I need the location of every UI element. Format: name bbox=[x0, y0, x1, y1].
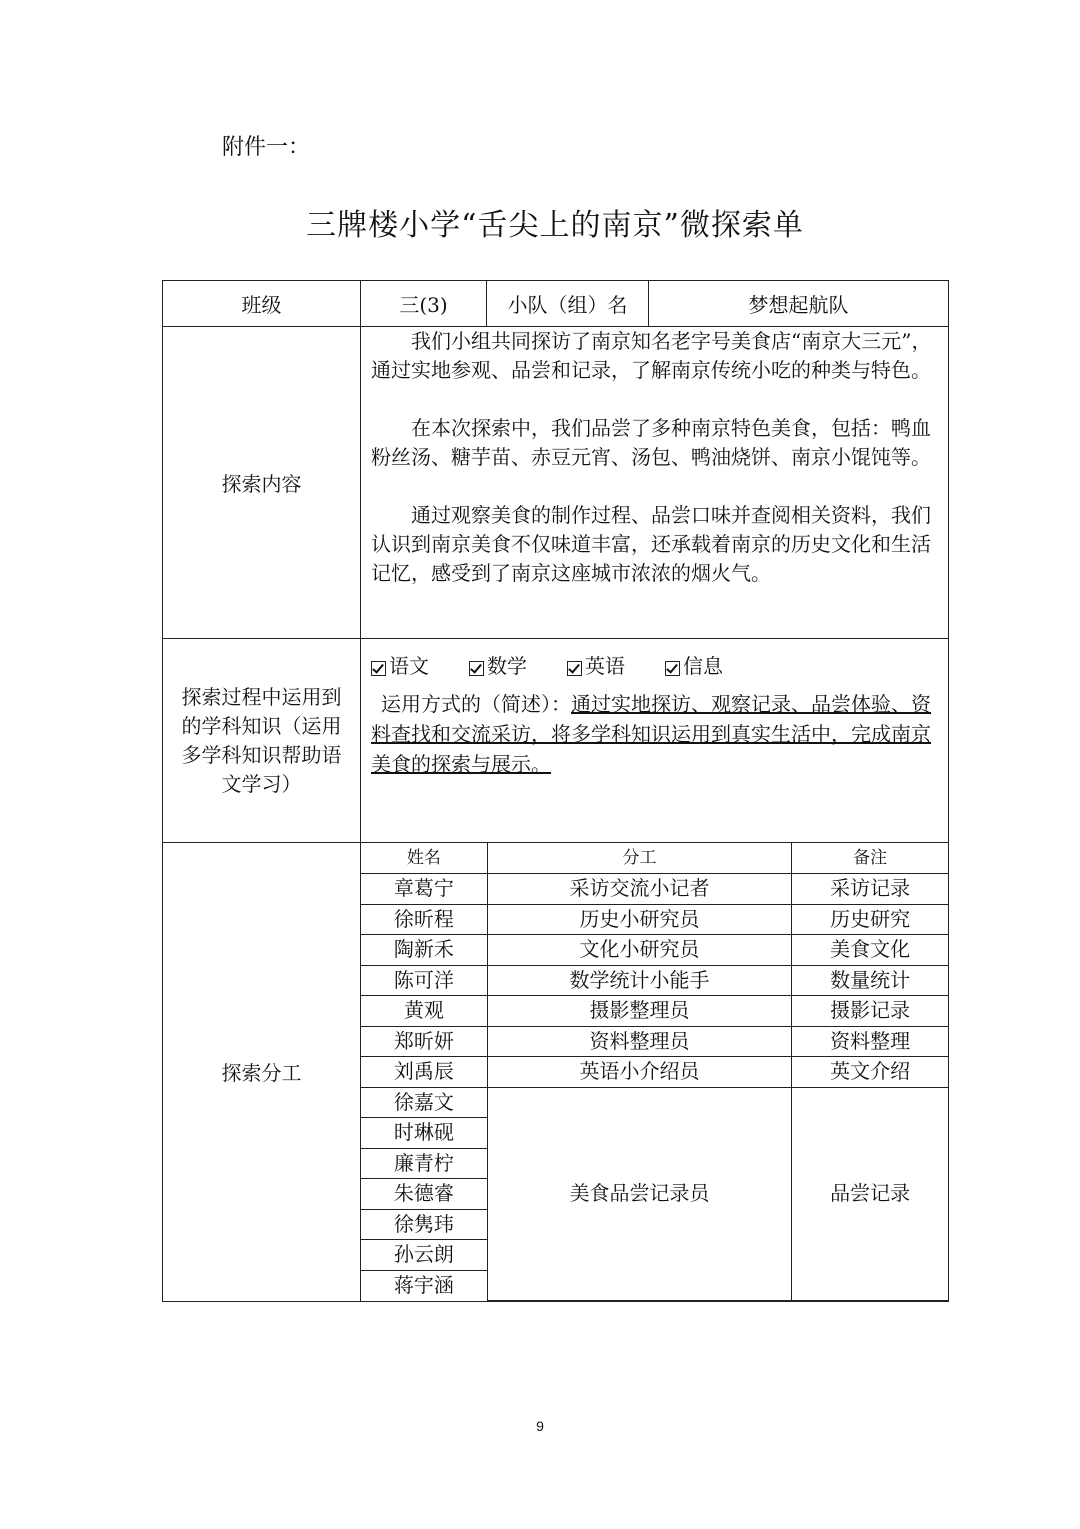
page-number: 9 bbox=[536, 1418, 544, 1434]
member-name: 刘禹辰 bbox=[361, 1057, 487, 1088]
team-label: 小队（组）名 bbox=[487, 281, 649, 327]
member-role: 历史小研究员 bbox=[487, 904, 792, 935]
checked-box-icon bbox=[665, 661, 680, 676]
header-name: 姓名 bbox=[361, 843, 487, 874]
member-name: 徐嘉文 bbox=[361, 1087, 487, 1118]
method-prefix: 运用方式的（简述）： bbox=[381, 692, 571, 716]
division-label: 探索分工 bbox=[163, 843, 361, 1302]
team-value: 梦想起航队 bbox=[649, 281, 949, 327]
checked-box-icon bbox=[567, 661, 582, 676]
content-label: 探索内容 bbox=[163, 327, 361, 639]
member-name: 廉青柠 bbox=[361, 1148, 487, 1179]
knowledge-detail bbox=[361, 639, 949, 843]
subject-item: 英语 bbox=[567, 651, 625, 681]
member-role: 文化小研究员 bbox=[487, 935, 792, 966]
exploration-form bbox=[162, 280, 949, 1302]
group-role: 美食品尝记录员 bbox=[487, 1087, 792, 1300]
division-row bbox=[163, 843, 949, 1302]
content-row bbox=[163, 327, 949, 639]
content-paragraph: 我们小组共同探访了南京知名老字号美食店“南京大三元”，通过实地参观、品尝和记录，了解南京传统小吃的种类与特色。 bbox=[371, 329, 932, 382]
group-note: 品尝记录 bbox=[792, 1087, 948, 1300]
member-name: 章葛宁 bbox=[361, 874, 487, 905]
member-note: 历史研究 bbox=[792, 904, 948, 935]
member-name: 蒋宇涵 bbox=[361, 1270, 487, 1300]
table-row bbox=[361, 1026, 948, 1057]
division-table-cell bbox=[361, 843, 949, 1302]
member-name: 陶新禾 bbox=[361, 935, 487, 966]
table-row bbox=[361, 1087, 948, 1118]
member-note: 摄影记录 bbox=[792, 996, 948, 1027]
subject-item: 数学 bbox=[469, 651, 527, 681]
page-title: 三牌楼小学“舌尖上的南京”微探索单 bbox=[306, 208, 804, 243]
subject-item: 信息 bbox=[665, 651, 723, 681]
checked-box-icon bbox=[469, 661, 484, 676]
table-row bbox=[361, 965, 948, 996]
member-name: 徐隽玮 bbox=[361, 1209, 487, 1240]
member-role: 采访交流小记者 bbox=[487, 874, 792, 905]
content-text bbox=[361, 327, 949, 639]
member-role: 数学统计小能手 bbox=[487, 965, 792, 996]
member-role: 资料整理员 bbox=[487, 1026, 792, 1057]
member-name: 陈可洋 bbox=[361, 965, 487, 996]
knowledge-row bbox=[163, 639, 949, 843]
member-note: 采访记录 bbox=[792, 874, 948, 905]
subject-item: 语文 bbox=[371, 651, 429, 681]
member-name: 时琳砚 bbox=[361, 1118, 487, 1149]
header-note: 备注 bbox=[792, 843, 948, 874]
knowledge-label: 探索过程中运用到的学科知识（运用多学科知识帮助语文学习） bbox=[163, 639, 361, 843]
division-header-row bbox=[361, 843, 948, 874]
class-label: 班级 bbox=[163, 281, 361, 327]
table-row bbox=[361, 904, 948, 935]
table-row bbox=[361, 996, 948, 1027]
member-name: 朱德睿 bbox=[361, 1179, 487, 1210]
member-name: 郑昕妍 bbox=[361, 1026, 487, 1057]
member-name: 孙云朗 bbox=[361, 1240, 487, 1271]
member-note: 英文介绍 bbox=[792, 1057, 948, 1088]
member-note: 数量统计 bbox=[792, 965, 948, 996]
member-name: 徐昕程 bbox=[361, 904, 487, 935]
content-paragraph: 在本次探索中，我们品尝了多种南京特色美食，包括：鸭血粉丝汤、糖芋苗、赤豆元宵、汤包、鸭油烧饼、南京小馄饨等。 bbox=[371, 416, 931, 469]
class-value: 三(3) bbox=[361, 281, 487, 327]
member-role: 英语小介绍员 bbox=[487, 1057, 792, 1088]
method-text: 通过实地探访、观察记录、品尝体验、资料查找和交流采访，将多学科知识运用到真实生活中，完成南京美食的探索与展示。 bbox=[371, 692, 931, 776]
member-note: 资料整理 bbox=[792, 1026, 948, 1057]
method-description bbox=[371, 689, 938, 779]
division-table bbox=[361, 843, 948, 1301]
table-row bbox=[361, 1057, 948, 1088]
attachment-label: 附件一： bbox=[222, 135, 311, 160]
table-row bbox=[361, 935, 948, 966]
content-paragraph: 通过观察美食的制作过程、品尝口味并查阅相关资料，我们认识到南京美食不仅味道丰富，还承载着南京的历史文化和生活记忆，感受到了南京这座城市浓浓的烟火气。 bbox=[371, 503, 931, 585]
member-role: 摄影整理员 bbox=[487, 996, 792, 1027]
member-name: 黄观 bbox=[361, 996, 487, 1027]
class-row bbox=[163, 281, 949, 327]
checked-box-icon bbox=[371, 661, 386, 676]
table-row bbox=[361, 874, 948, 905]
subject-checklist bbox=[371, 651, 938, 681]
member-note: 美食文化 bbox=[792, 935, 948, 966]
header-role: 分工 bbox=[487, 843, 792, 874]
